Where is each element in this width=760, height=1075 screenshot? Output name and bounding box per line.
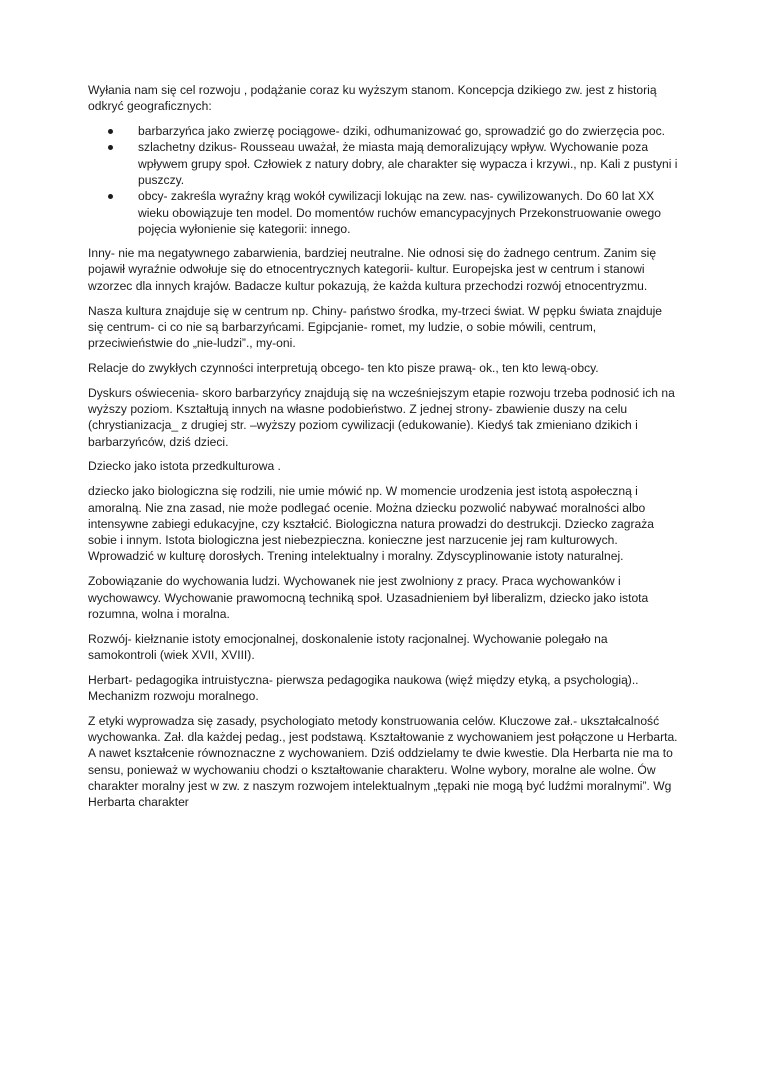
bullet-item-noble-savage <box>138 139 678 188</box>
paragraph-nasza-kultura: Nasza kultura znajduje się w centrum np. Chiny- państwo środka, my-trzeci świat. W pępku świata znajduje się centrum- ci co nie są barbarzyńcami. Egipcjanie- romet, my ludzie, o sobie mówili, centrum, przeciwieństwie do „nie-ludzi”., my-oni. <box>88 303 663 351</box>
bullet-item-stranger <box>138 188 678 237</box>
bullet-text: obcy- zakreśla wyraźny krąg wokół cywilizacji lokując na zew. nas- cywilizowanych. Do 60 lat XX wieku obowiązuje ten model. Do momentów ruchów emancypacyjnych Przekonstruowanie owego pojęcia wyłonienie się kategorii: innego. <box>138 189 661 236</box>
bullet-text: barbarzyńca jako zwierzę pociągowe- dziki, odhumanizować go, sprowadzić go do zwierzęcia poc. <box>138 124 666 139</box>
paragraph-inny: Inny- nie ma negatywnego zabarwienia, bardziej neutralne. Nie odnosi się do żadnego centrum. Zanim się pojawił wyraźnie odwołuje się do etnocentrycznych kategorii- kultur. Europejska jest w centrum i stanowi wzorzec dla innych krajów. Badacze kultur pokazują, że każda kultura przechodzi rozwój etnocentryzmu. <box>88 246 657 293</box>
paragraph-zobowiazanie: Zobowiązanie do wychowania ludzi. Wychowanek nie jest zwolniony z pracy. Praca wychowanków i wychowawcy. Wychowanie prawomocną techniką społ. Uzasadnieniem był liberalizm, dziecko jako istota rozumna, wolna i moralna. <box>88 574 649 621</box>
paragraph-dyskurs: Dyskurs oświecenia- skoro barbarzyńcy znajdują się na wcześniejszym etapie rozwoju trzeba podnosić ich na wyższy poziom. Kształtują innych na własne podobieństwo. Z jednej strony- zbawienie duszy na celu (chrystianizacja_ z drugiej str. –wyższy poziom cywilizacji (edukowanie). Kiedyś tak zmieniano dzikich i barbarzyńców, dziś dzieci. <box>88 385 675 449</box>
paragraph-dziecko-heading: Dziecko jako istota przedkulturowa . <box>88 459 281 474</box>
paragraph-dziecko-biologiczne: dziecko jako biologiczna się rodzili, nie umie mówić np. W momencie urodzenia jest istotą aspołeczną i amoralną. Nie zna zasad, nie może podlegać ocenie. Można dziecku pozwolić nabywać moralności albo intensywne zabiegi edukacyjne, czy kształcić. Biologiczna natura prowadzi do destrukcji. Dziecko zagraża sobie i innym. Istota biologiczna jest niebezpieczna. konieczne jest narzucenie jej ram kulturowych. Wprowadzić w kulturę dorosłych. Trening intelektualny i moralny. Zdyscyplinowanie istoty naturalnej. <box>88 484 654 564</box>
paragraph-rozwoj: Rozwój- kiełznanie istoty emocjonalnej, doskonalenie istoty racjonalnej. Wychowanie polegało na samokontroli (wiek XVII, XVIII). <box>88 631 608 662</box>
paragraph-relacje: Relacje do zwykłych czynności interpretują obcego- ten kto pisze prawą- ok., ten kto lewą-obcy. <box>88 360 599 375</box>
bullet-list <box>88 123 678 237</box>
paragraph-etyka: Z etyki wyprowadza się zasady, psychologiato metody konstruowania celów. Kluczowe zał.- ukształcalność wychowanka. Zał. dla każdej pedag., jest podstawą. Kształtowanie z wychowaniem jest połączone u Herbarta. A nawet kształcenie równoznaczne z wychowaniem. Dziś oddzielamy te dwie kwestie. Dla Herbarta nie ma to sensu, ponieważ w wychowaniu chodzi o kształtowanie charakteru. Wolne wybory, moralne ale wolne. Ów charakter moralny jest w zw. z naszym rozwojem intelektualnym „tępaki nie mogą być ludźmi moralnymi”. Wg Herbarta charakter <box>88 713 678 810</box>
paragraph-herbart: Herbart- pedagogika intruistyczna- pierwsza pedagogika naukowa (więź między etyką, a psychologią).. Mechanizm rozwoju moralnego. <box>88 672 639 703</box>
document-page <box>88 82 678 819</box>
bullet-text: szlachetny dzikus- Rousseau uważał, że miasta mają demoralizujący wpływ. Wychowanie poza wpływem grupy społ. Człowiek z natury dobry, ale charakter się wypacza i krzywi., np. Kali z pustyni i puszczy. <box>138 140 678 187</box>
intro-paragraph: Wyłania nam się cel rozwoju , podążanie coraz ku wyższym stanom. Koncepcja dzikiego zw. jest z historią odkryć geograficznych: <box>88 83 657 114</box>
bullet-item-barbarian <box>138 123 678 139</box>
